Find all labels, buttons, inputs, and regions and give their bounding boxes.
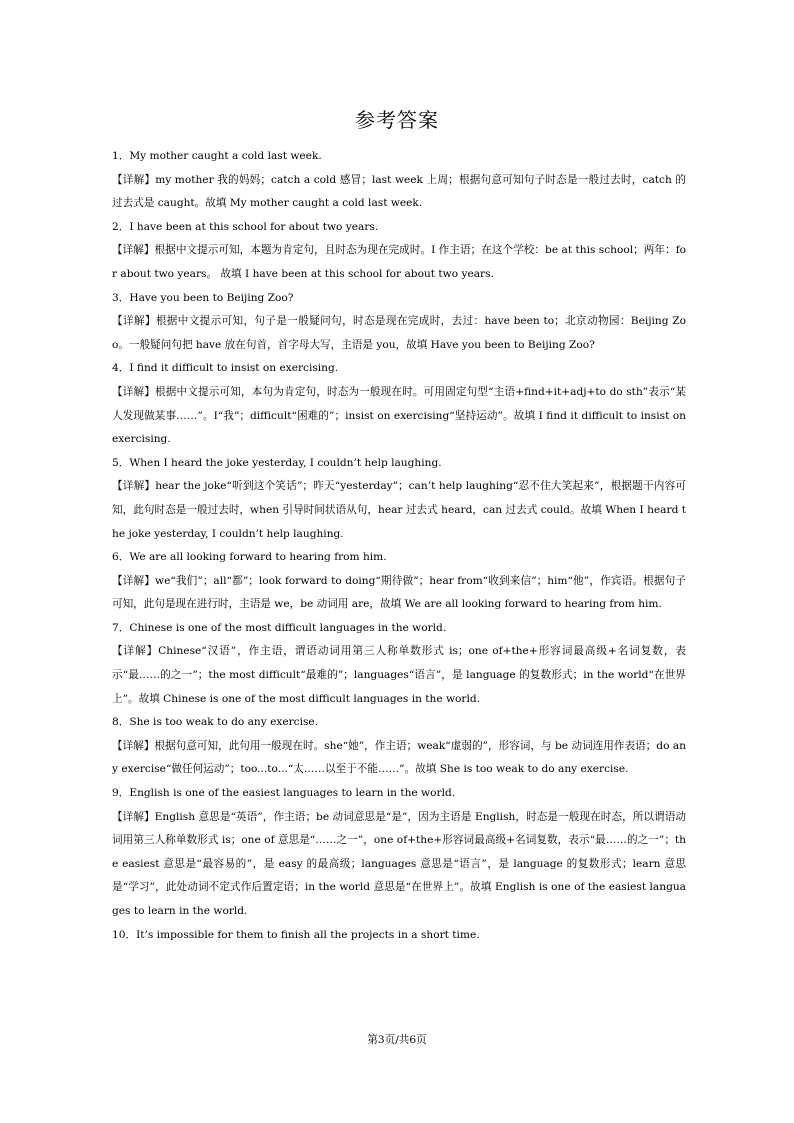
explanation-7: 【详解】Chinese“汉语”，作主语，谓语动词用第三人称单数形式 is；one of+the+形容词最高级+名词复数，表示“最……的之一”；the most difficult“最难的”；languages“语言”，是 language 的复数形式；in the world“在世界上”。故填 Chinese is one of the most difficult languages in the world. xyxy=(112,645,686,705)
explanation-9: 【详解】English 意思是“英语”，作主语；be 动词意思是“是”，因为主语是 English，时态是一般现在时态，所以谓语动词用第三人称单数形式 is；one of 意思是“……之一”，one of+the+形容词最高级+名词复数，表示“最……的之一”；the easiest 意思是“最容易的”，是 easy 的最高级；languages 意思是“语言”，是 language 的复数形式；learn 意思是“学习”，此处动词不定式作后置定语；in the world 意思是“在世界上”。故填 English is one of the easiest languages to learn in the world. xyxy=(112,810,686,917)
explanation-3: 【详解】根据中文提示可知，句子是一般疑问句，时态是现在完成时，去过：have been to；北京动物园：Beijing Zoo。一般疑问句把 have 放在句首，首字母大写，主语是 you，故填 Have you been to Beijing Zoo? xyxy=(112,315,686,351)
explanation-6: 【详解】we“我们”；all“都”；look forward to doing“期待做”；hear from“收到来信”；him“他”，作宾语。根据句子可知，此句是现在进行时，主语是 we，be 动词用 are，故填 We are all looking forward to hearing from him. xyxy=(112,574,686,611)
explanation-1: 【详解】my mother 我的妈妈；catch a cold 感冒；last week 上周；根据句意可知句子时态是一般过去时，catch 的过去式是 caught。故填 My mother caught a cold last week. xyxy=(112,173,686,210)
page-number: 第3页/共6页 xyxy=(367,1034,427,1046)
answer-list xyxy=(112,145,686,947)
question-7: 7．Chinese is one of the most difficult languages in the world. xyxy=(112,621,447,634)
explanation-4: 【详解】根据中文提示可知，本句为肯定句，时态为一般现在时。可用固定句型“主语+find+it+adj+to do sth”表示“某人发现做某事……”。I“我”；difficult“困难的”；insist on exercising“坚持运动”。故填 I find it difficult to insist on exercising. xyxy=(112,385,686,446)
explanation-2: 【详解】根据中文提示可知，本题为肯定句，且时态为现在完成时。I 作主语；在这个学校：be at this school；两年：for about two years。 故填 I have been at this school for about two years. xyxy=(112,244,686,280)
question-9: 9．English is one of the easiest languages to learn in the world. xyxy=(112,787,456,800)
question-1: 1．My mother caught a cold last week. xyxy=(112,150,322,162)
explanation-5: 【详解】hear the joke“听到这个笑话”；昨天“yesterday”；can’t help laughing“忍不住大笑起来”，根据题干内容可知，此句时态是一般过去时，when 引导时间状语从句，hear 过去式 heard，can 过去式 could。故填 When I heard the joke yesterday, I couldn’t help laughing. xyxy=(112,480,686,540)
question-3: 3．Have you been to Beijing Zoo? xyxy=(112,291,294,304)
question-4: 4．I find it difficult to insist on exercising. xyxy=(112,362,339,375)
question-8: 8．She is too weak to do any exercise. xyxy=(112,716,319,729)
question-6: 6．We are all looking forward to hearing from him. xyxy=(112,551,387,564)
question-5: 5．When I heard the joke yesterday, I couldn’t help laughing. xyxy=(112,456,442,469)
page-title: 参考答案 xyxy=(355,108,439,132)
question-10: 10．It’s impossible for them to finish all the projects in a short time. xyxy=(112,928,480,941)
explanation-8: 【详解】根据句意可知，此句用一般现在时。she“她”，作主语；weak“虚弱的”，形容词，与 be 动词连用作表语；do any exercise“做任何运动”；too...to...“太……以至于不能……”。故填 She is too weak to do any exercise. xyxy=(112,739,686,776)
question-2: 2．I have been at this school for about two years. xyxy=(112,220,379,233)
